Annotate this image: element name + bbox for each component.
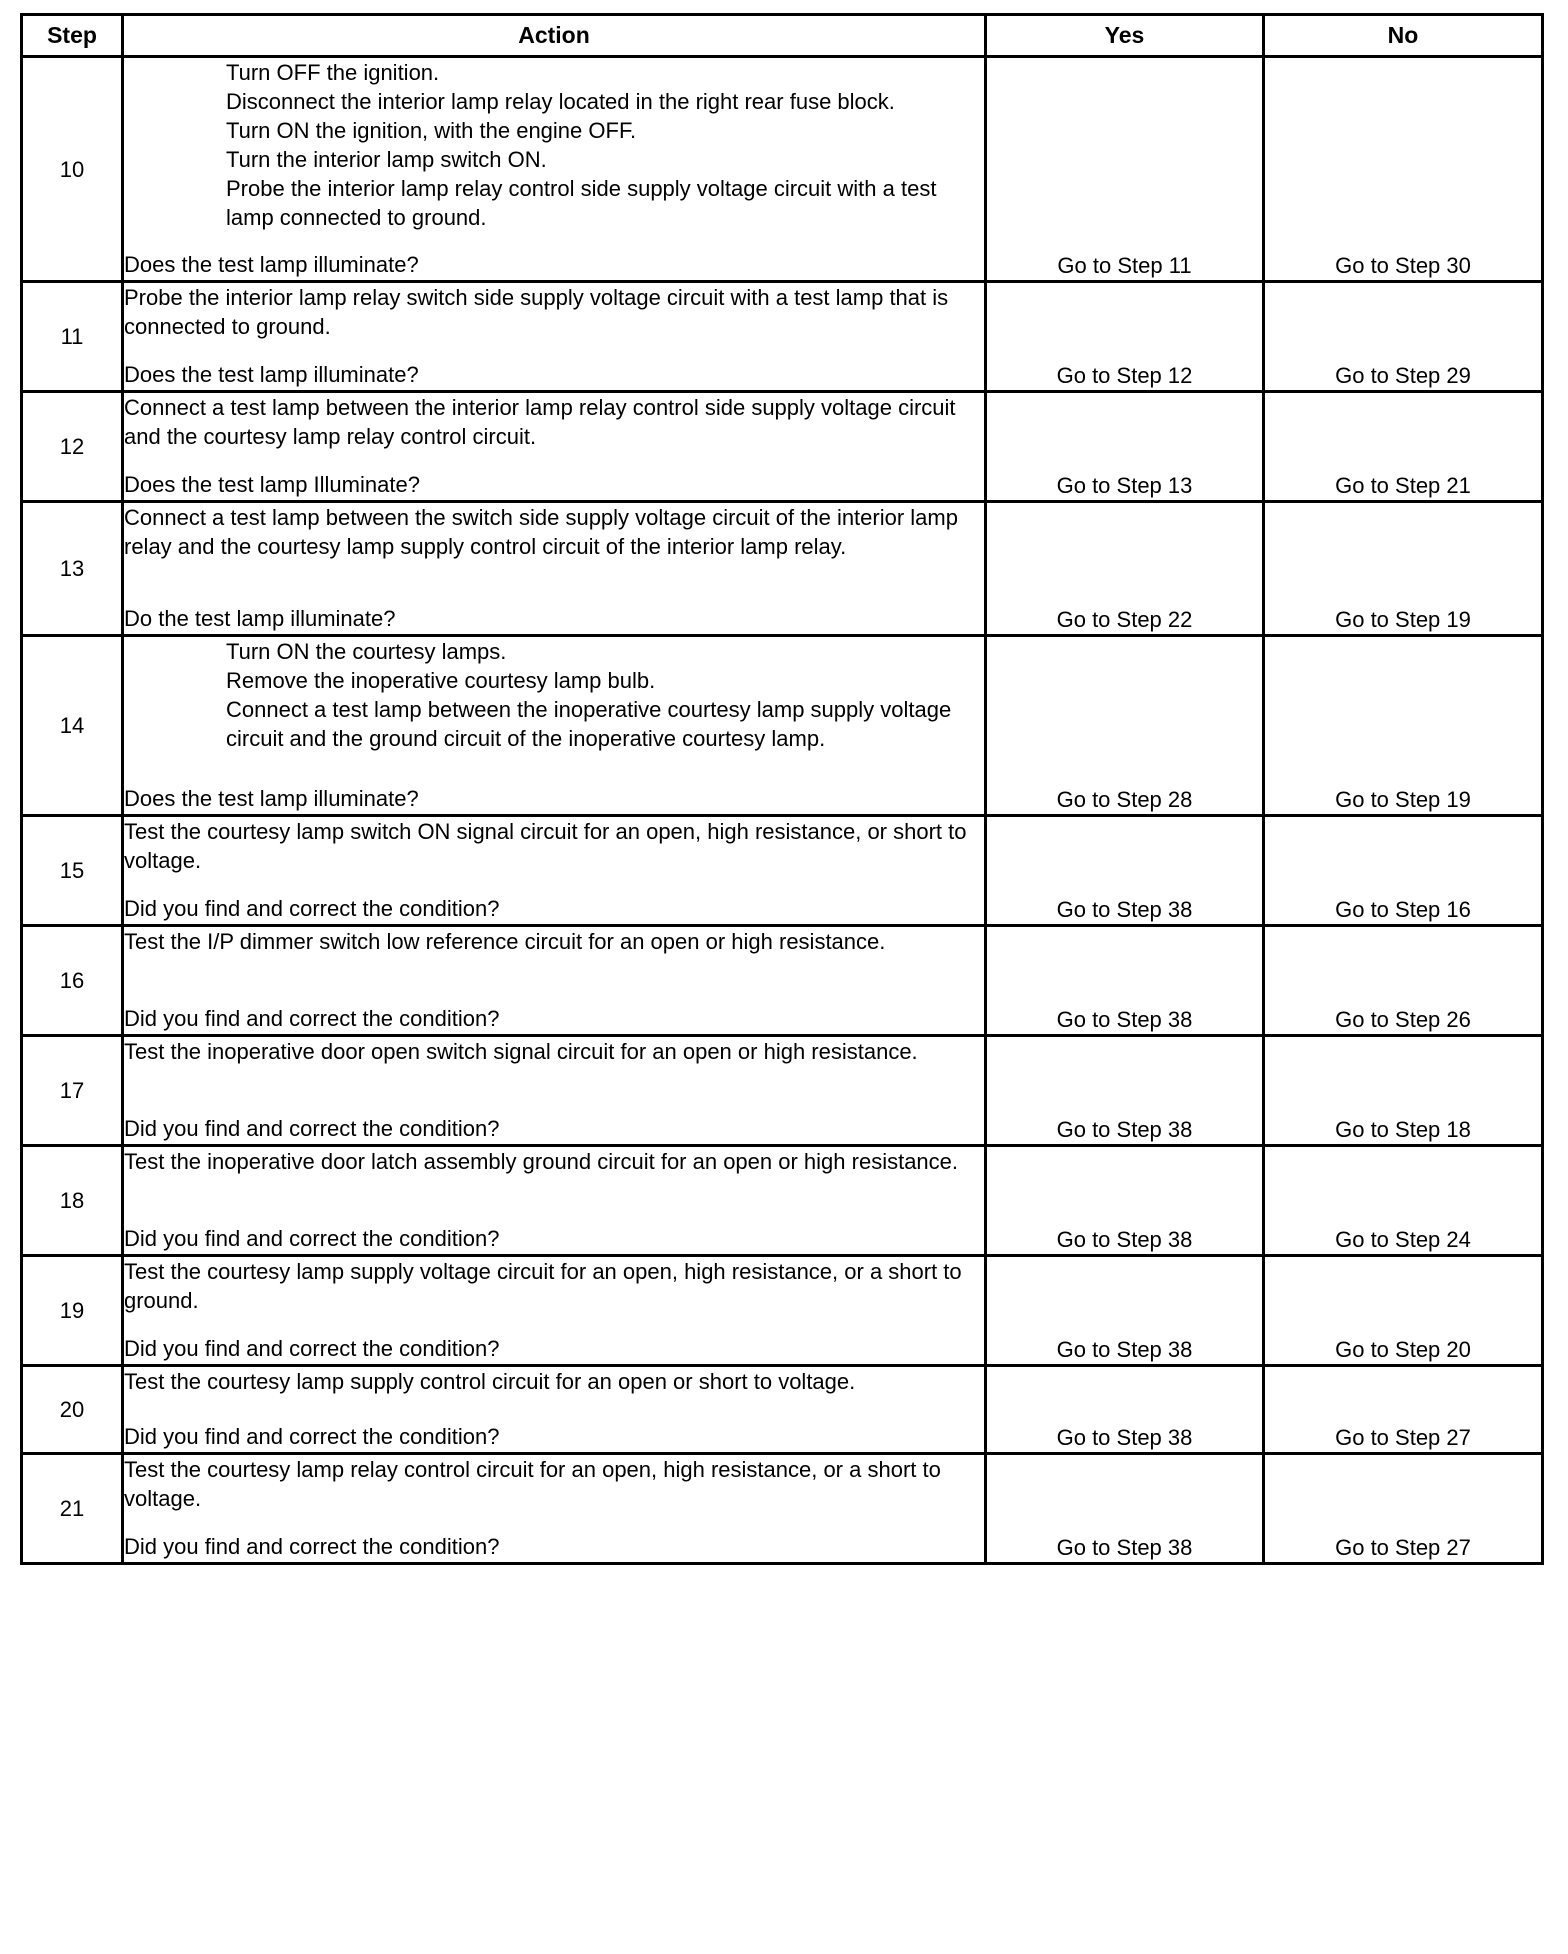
action-question: Does the test lamp illuminate? (124, 786, 419, 811)
action-question: Did you find and correct the condition? (124, 1336, 500, 1361)
instruction-line: Turn OFF the ignition. (226, 60, 440, 85)
instruction-line: Connect a test lamp between the switch side supply voltage circuit of the interior lamp relay and the courtesy lamp supply control circuit of the interior lamp relay. (124, 505, 958, 559)
action-cell (123, 1454, 986, 1564)
instruction-line: Probe the interior lamp relay control side supply voltage circuit with a test lamp connected to ground. (226, 176, 937, 230)
instruction-line: Turn ON the courtesy lamps. (226, 639, 507, 664)
action-question: Does the test lamp illuminate? (124, 362, 419, 387)
action-cell (123, 816, 986, 926)
action-cell (123, 1256, 986, 1366)
yes-result: Go to Step 22 (986, 502, 1264, 636)
action-cell (123, 1036, 986, 1146)
step-number: 14 (22, 636, 123, 816)
step-number: 19 (22, 1256, 123, 1366)
table-body (22, 57, 1543, 1564)
yes-result: Go to Step 38 (986, 1454, 1264, 1564)
table-row (22, 1146, 1543, 1256)
action-instructions (124, 1037, 984, 1066)
step-number: 17 (22, 1036, 123, 1146)
no-result: Go to Step 27 (1264, 1366, 1543, 1454)
no-result: Go to Step 18 (1264, 1036, 1543, 1146)
no-result: Go to Step 27 (1264, 1454, 1543, 1564)
no-result: Go to Step 21 (1264, 392, 1543, 502)
header-yes: Yes (986, 15, 1264, 57)
no-result: Go to Step 19 (1264, 502, 1543, 636)
yes-result: Go to Step 11 (986, 57, 1264, 282)
table-row (22, 1036, 1543, 1146)
action-question: Did you find and correct the condition? (124, 896, 500, 921)
no-result: Go to Step 26 (1264, 926, 1543, 1036)
no-result: Go to Step 19 (1264, 636, 1543, 816)
instruction-line: Test the courtesy lamp relay control circuit for an open, high resistance, or a short to voltage. (124, 1457, 941, 1511)
header-no: No (1264, 15, 1543, 57)
action-cell (123, 1146, 986, 1256)
no-result: Go to Step 24 (1264, 1146, 1543, 1256)
yes-result: Go to Step 38 (986, 1366, 1264, 1454)
instruction-line: Connect a test lamp between the interior lamp relay control side supply voltage circuit and the courtesy lamp relay control circuit. (124, 395, 956, 449)
step-number: 12 (22, 392, 123, 502)
action-cell (123, 392, 986, 502)
action-instructions (124, 503, 984, 561)
table-row (22, 1256, 1543, 1366)
no-result: Go to Step 16 (1264, 816, 1543, 926)
action-question: Did you find and correct the condition? (124, 1534, 500, 1559)
instruction-line: Turn ON the ignition, with the engine OFF. (226, 118, 637, 143)
action-instructions (124, 817, 984, 875)
table-row (22, 1454, 1543, 1564)
action-cell (123, 282, 986, 392)
action-cell (123, 502, 986, 636)
instruction-line: Connect a test lamp between the inoperative courtesy lamp supply voltage circuit and the ground circuit of the inoperative courtesy lamp. (226, 697, 952, 751)
yes-result: Go to Step 12 (986, 282, 1264, 392)
table-row (22, 502, 1543, 636)
yes-result: Go to Step 13 (986, 392, 1264, 502)
step-number: 21 (22, 1454, 123, 1564)
action-question: Does the test lamp Illuminate? (124, 472, 420, 497)
action-instructions (124, 1257, 984, 1315)
yes-result: Go to Step 38 (986, 926, 1264, 1036)
yes-result: Go to Step 38 (986, 1256, 1264, 1366)
instruction-line: Turn the interior lamp switch ON. (226, 147, 547, 172)
instruction-line: Test the I/P dimmer switch low reference circuit for an open or high resistance. (124, 929, 886, 954)
instruction-line: Disconnect the interior lamp relay located in the right rear fuse block. (226, 89, 895, 114)
step-number: 18 (22, 1146, 123, 1256)
table-row (22, 1366, 1543, 1454)
action-question: Did you find and correct the condition? (124, 1006, 500, 1031)
instruction-line: Probe the interior lamp relay switch side supply voltage circuit with a test lamp that is connected to ground. (124, 285, 949, 339)
table-row (22, 392, 1543, 502)
header-action: Action (123, 15, 986, 57)
action-question: Did you find and correct the condition? (124, 1226, 500, 1251)
table-row (22, 816, 1543, 926)
step-number: 15 (22, 816, 123, 926)
action-instructions (124, 1367, 984, 1396)
action-instructions (124, 58, 984, 232)
no-result: Go to Step 30 (1264, 57, 1543, 282)
action-instructions (124, 283, 984, 341)
diagnostic-table (20, 13, 1544, 1565)
instruction-line: Remove the inoperative courtesy lamp bulb. (226, 668, 656, 693)
header-row (22, 15, 1543, 57)
step-number: 11 (22, 282, 123, 392)
action-instructions (124, 393, 984, 451)
action-instructions (124, 927, 984, 956)
action-cell (123, 636, 986, 816)
action-instructions (124, 1147, 984, 1176)
no-result: Go to Step 20 (1264, 1256, 1543, 1366)
header-step: Step (22, 15, 123, 57)
table-row (22, 926, 1543, 1036)
step-number: 13 (22, 502, 123, 636)
step-number: 20 (22, 1366, 123, 1454)
step-number: 10 (22, 57, 123, 282)
action-instructions (124, 637, 984, 753)
action-cell (123, 57, 986, 282)
table-row (22, 636, 1543, 816)
instruction-line: Test the courtesy lamp supply control circuit for an open or short to voltage. (124, 1369, 856, 1394)
instruction-line: Test the courtesy lamp switch ON signal circuit for an open, high resistance, or short to voltage. (124, 819, 967, 873)
instruction-line: Test the inoperative door latch assembly ground circuit for an open or high resistance. (124, 1149, 959, 1174)
action-question: Did you find and correct the condition? (124, 1424, 500, 1449)
action-cell (123, 926, 986, 1036)
action-cell (123, 1366, 986, 1454)
table-row (22, 282, 1543, 392)
yes-result: Go to Step 38 (986, 1036, 1264, 1146)
action-instructions (124, 1455, 984, 1513)
instruction-line: Test the inoperative door open switch signal circuit for an open or high resistance. (124, 1039, 918, 1064)
action-question: Do the test lamp illuminate? (124, 606, 396, 631)
instruction-line: Test the courtesy lamp supply voltage circuit for an open, high resistance, or a short to ground. (124, 1259, 962, 1313)
yes-result: Go to Step 38 (986, 1146, 1264, 1256)
no-result: Go to Step 29 (1264, 282, 1543, 392)
table-row (22, 57, 1543, 282)
action-question: Does the test lamp illuminate? (124, 252, 419, 277)
action-question: Did you find and correct the condition? (124, 1116, 500, 1141)
step-number: 16 (22, 926, 123, 1036)
yes-result: Go to Step 38 (986, 816, 1264, 926)
yes-result: Go to Step 28 (986, 636, 1264, 816)
